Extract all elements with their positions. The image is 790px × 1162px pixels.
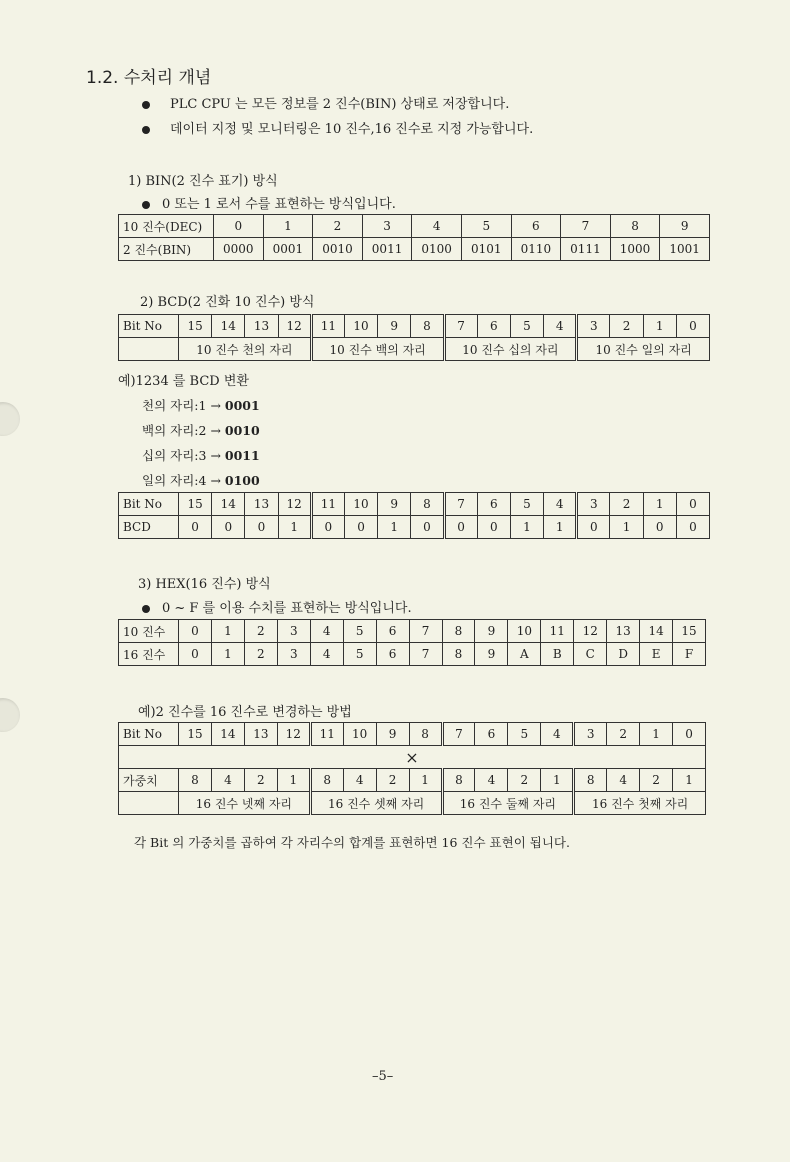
bin-cell: 0000 xyxy=(214,238,264,261)
bullet-text: 데이터 지정 및 모니터링은 10 진수,16 진수로 지정 가능합니다. xyxy=(170,122,534,137)
empty-cell xyxy=(119,792,179,815)
dec-cell: 2 xyxy=(244,620,277,643)
bcd-heading: 2) BCD(2 진화 10 진수) 방식 xyxy=(140,295,315,310)
conversion-label: 백의 자리:2 xyxy=(142,423,207,438)
table-row xyxy=(119,746,706,769)
bcd-bit: 0 xyxy=(344,516,377,539)
bcd-bit-table xyxy=(118,314,710,361)
bin-cell: 0110 xyxy=(511,238,561,261)
bit-cell: 12 xyxy=(278,493,311,516)
bcd-bit: 0 xyxy=(411,516,444,539)
bcd-bit: 0 xyxy=(311,516,344,539)
hex-cell: 8 xyxy=(442,643,475,666)
bit-cell: 8 xyxy=(411,493,444,516)
group-label: 10 진수 천의 자리 xyxy=(179,338,312,361)
weight-cell: 4 xyxy=(211,769,244,792)
bit-cell: 10 xyxy=(344,493,377,516)
bit-cell: 4 xyxy=(541,723,574,746)
bin-bullet xyxy=(142,193,396,212)
bit-cell: 6 xyxy=(477,493,510,516)
weight-footer: 각 Bit 의 가중치를 곱하여 각 자리수의 합계를 표현하면 16 진수 표현이 됩니다. xyxy=(134,835,570,850)
hex-cell: F xyxy=(673,643,706,666)
bcd-bit: 1 xyxy=(610,516,643,539)
bit-cell: 0 xyxy=(673,723,706,746)
table-row xyxy=(119,516,710,539)
bit-cell: 5 xyxy=(510,315,543,338)
row-label: BCD xyxy=(119,516,179,539)
binder-hole xyxy=(0,402,20,436)
bit-cell: 5 xyxy=(510,493,543,516)
conversion-value: 0100 xyxy=(224,473,260,488)
dec-cell: 3 xyxy=(362,215,412,238)
bullet-text: 0 또는 1 로서 수를 표현하는 방식입니다. xyxy=(162,197,396,212)
dec-cell: 5 xyxy=(343,620,376,643)
row-label: 2 진수(BIN) xyxy=(119,238,214,261)
weight-cell: 1 xyxy=(277,769,310,792)
multiply-icon: × xyxy=(119,746,706,769)
empty-cell xyxy=(119,338,179,361)
weight-cell: 4 xyxy=(343,769,376,792)
bit-cell: 14 xyxy=(212,493,245,516)
weight-heading: 예)2 진수를 16 진수로 변경하는 방법 xyxy=(138,705,352,720)
bit-cell: 13 xyxy=(245,315,278,338)
weight-cell: 4 xyxy=(475,769,508,792)
hex-cell: 7 xyxy=(409,643,442,666)
bit-cell: 9 xyxy=(376,723,409,746)
bit-cell: 0 xyxy=(676,493,709,516)
hex-cell: 4 xyxy=(310,643,343,666)
bit-cell: 7 xyxy=(442,723,475,746)
bcd-bit: 1 xyxy=(378,516,411,539)
row-label: Bit No xyxy=(119,493,179,516)
bit-cell: 1 xyxy=(643,493,676,516)
bit-cell: 2 xyxy=(607,723,640,746)
bit-cell: 1 xyxy=(643,315,676,338)
arrow-icon: → xyxy=(210,423,221,438)
bit-cell: 7 xyxy=(444,493,477,516)
conversion-row xyxy=(142,471,260,489)
bit-cell: 13 xyxy=(245,493,278,516)
conversion-label: 일의 자리:4 xyxy=(142,473,207,488)
hex-cell: 6 xyxy=(376,643,409,666)
bit-cell: 15 xyxy=(179,315,212,338)
page-number: –5– xyxy=(372,1069,394,1084)
hex-cell: B xyxy=(541,643,574,666)
weight-cell: 2 xyxy=(376,769,409,792)
bullet-item xyxy=(142,93,509,112)
dec-cell: 7 xyxy=(561,215,611,238)
dec-cell: 4 xyxy=(310,620,343,643)
section-title: 1.2. 수처리 개념 xyxy=(86,68,212,88)
table-row xyxy=(119,315,710,338)
table-row xyxy=(119,723,706,746)
dec-cell: 6 xyxy=(511,215,561,238)
conversion-row xyxy=(142,396,260,414)
bin-cell: 1001 xyxy=(660,238,710,261)
weight-cell: 8 xyxy=(574,769,607,792)
bit-cell: 7 xyxy=(444,315,477,338)
bcd-example-title: 예)1234 를 BCD 변환 xyxy=(118,374,249,389)
hex-cell: 1 xyxy=(211,643,244,666)
bullet-icon xyxy=(142,126,150,134)
bcd-bit: 0 xyxy=(212,516,245,539)
bit-cell: 3 xyxy=(577,493,610,516)
bit-cell: 2 xyxy=(610,315,643,338)
dec-cell: 4 xyxy=(412,215,462,238)
table-row xyxy=(119,643,706,666)
hex-cell: 3 xyxy=(277,643,310,666)
table-row xyxy=(119,493,710,516)
hex-cell: 9 xyxy=(475,643,508,666)
dec-cell: 14 xyxy=(640,620,673,643)
bit-cell: 12 xyxy=(277,723,310,746)
weight-cell: 1 xyxy=(673,769,706,792)
dec-cell: 5 xyxy=(461,215,511,238)
conversion-label: 천의 자리:1 xyxy=(142,398,207,413)
bcd-bit: 0 xyxy=(643,516,676,539)
hex-cell: 5 xyxy=(343,643,376,666)
weight-cell: 8 xyxy=(442,769,475,792)
hex-table xyxy=(118,619,706,666)
bit-cell: 1 xyxy=(640,723,673,746)
hex-cell: C xyxy=(574,643,607,666)
bit-cell: 10 xyxy=(343,723,376,746)
bcd-bit: 1 xyxy=(510,516,543,539)
table-row xyxy=(119,792,706,815)
bit-cell: 15 xyxy=(179,723,212,746)
bit-cell: 3 xyxy=(577,315,610,338)
bit-cell: 3 xyxy=(574,723,607,746)
bin-cell: 0101 xyxy=(461,238,511,261)
dec-cell: 8 xyxy=(442,620,475,643)
bit-cell: 8 xyxy=(409,723,442,746)
table-row xyxy=(119,215,710,238)
bin-cell: 0010 xyxy=(313,238,363,261)
bit-cell: 14 xyxy=(212,315,245,338)
bullet-icon xyxy=(142,605,150,613)
bin-table xyxy=(118,214,710,261)
weight-cell: 2 xyxy=(244,769,277,792)
conversion-row xyxy=(142,446,260,464)
hex-bullet xyxy=(142,597,412,616)
row-label: 16 진수 xyxy=(119,643,179,666)
dec-cell: 1 xyxy=(211,620,244,643)
dec-cell: 13 xyxy=(607,620,640,643)
weight-cell: 2 xyxy=(640,769,673,792)
table-row xyxy=(119,338,710,361)
conversion-row xyxy=(142,421,260,439)
row-label: Bit No xyxy=(119,723,179,746)
bit-cell: 2 xyxy=(610,493,643,516)
conversion-value: 0011 xyxy=(224,448,260,463)
row-label: Bit No xyxy=(119,315,179,338)
bin-cell: 0001 xyxy=(263,238,313,261)
bin-cell: 0111 xyxy=(561,238,611,261)
dec-cell: 9 xyxy=(475,620,508,643)
dec-cell: 0 xyxy=(179,620,212,643)
bit-cell: 12 xyxy=(278,315,311,338)
bit-cell: 4 xyxy=(544,315,577,338)
bit-cell: 6 xyxy=(475,723,508,746)
table-row xyxy=(119,769,706,792)
bit-cell: 10 xyxy=(344,315,377,338)
bit-cell: 14 xyxy=(211,723,244,746)
dec-cell: 0 xyxy=(214,215,264,238)
weight-table xyxy=(118,722,706,815)
weight-cell: 2 xyxy=(508,769,541,792)
weight-cell: 8 xyxy=(179,769,212,792)
hex-cell: 0 xyxy=(179,643,212,666)
dec-cell: 1 xyxy=(263,215,313,238)
dec-cell: 2 xyxy=(313,215,363,238)
group-label: 10 진수 백의 자리 xyxy=(311,338,444,361)
bullet-text: 0 ~ F 를 이용 수치를 표현하는 방식입니다. xyxy=(162,601,412,616)
bin-cell: 0011 xyxy=(362,238,412,261)
bit-cell: 0 xyxy=(676,315,709,338)
dec-cell: 9 xyxy=(660,215,710,238)
bcd-value-table xyxy=(118,492,710,539)
bcd-bit: 1 xyxy=(544,516,577,539)
dec-cell: 3 xyxy=(277,620,310,643)
arrow-icon: → xyxy=(210,473,221,488)
dec-cell: 15 xyxy=(673,620,706,643)
table-row xyxy=(119,620,706,643)
dec-cell: 12 xyxy=(574,620,607,643)
bit-cell: 11 xyxy=(310,723,343,746)
bcd-bit: 0 xyxy=(245,516,278,539)
table-row xyxy=(119,238,710,261)
row-label: 10 진수 xyxy=(119,620,179,643)
bit-cell: 11 xyxy=(311,493,344,516)
bin-heading: 1) BIN(2 진수 표기) 방식 xyxy=(128,174,278,189)
hex-cell: D xyxy=(607,643,640,666)
group-label: 16 진수 넷째 자리 xyxy=(179,792,311,815)
bit-cell: 11 xyxy=(311,315,344,338)
conversion-value: 0010 xyxy=(224,423,260,438)
group-label: 10 진수 일의 자리 xyxy=(577,338,710,361)
dec-cell: 8 xyxy=(610,215,660,238)
row-label: 가중치 xyxy=(119,769,179,792)
hex-heading: 3) HEX(16 진수) 방식 xyxy=(138,577,271,592)
bullet-icon xyxy=(142,201,150,209)
row-label: 10 진수(DEC) xyxy=(119,215,214,238)
bin-cell: 1000 xyxy=(610,238,660,261)
arrow-icon: → xyxy=(210,448,221,463)
weight-cell: 1 xyxy=(541,769,574,792)
bit-cell: 9 xyxy=(378,493,411,516)
weight-cell: 4 xyxy=(607,769,640,792)
bullet-text: PLC CPU 는 모든 정보를 2 진수(BIN) 상태로 저장합니다. xyxy=(170,97,510,112)
dec-cell: 10 xyxy=(508,620,541,643)
hex-cell: 2 xyxy=(244,643,277,666)
bcd-bit: 1 xyxy=(278,516,311,539)
arrow-icon: → xyxy=(210,398,221,413)
hex-cell: E xyxy=(640,643,673,666)
bin-cell: 0100 xyxy=(412,238,462,261)
weight-cell: 8 xyxy=(310,769,343,792)
weight-cell: 1 xyxy=(409,769,442,792)
dec-cell: 11 xyxy=(541,620,574,643)
conversion-value: 0001 xyxy=(224,398,260,413)
dec-cell: 7 xyxy=(409,620,442,643)
bit-cell: 13 xyxy=(244,723,277,746)
hex-cell: A xyxy=(508,643,541,666)
binder-hole xyxy=(0,698,20,732)
bullet-icon xyxy=(142,101,150,109)
dec-cell: 6 xyxy=(376,620,409,643)
group-label: 16 진수 둘째 자리 xyxy=(442,792,574,815)
bcd-bit: 0 xyxy=(477,516,510,539)
bit-cell: 8 xyxy=(411,315,444,338)
group-label: 16 진수 첫째 자리 xyxy=(574,792,706,815)
bit-cell: 15 xyxy=(179,493,212,516)
group-label: 16 진수 셋째 자리 xyxy=(310,792,442,815)
bcd-bit: 0 xyxy=(676,516,709,539)
bcd-bit: 0 xyxy=(577,516,610,539)
bit-cell: 4 xyxy=(544,493,577,516)
bcd-bit: 0 xyxy=(179,516,212,539)
bullet-item xyxy=(142,118,533,137)
conversion-label: 십의 자리:3 xyxy=(142,448,207,463)
group-label: 10 진수 십의 자리 xyxy=(444,338,577,361)
bit-cell: 5 xyxy=(508,723,541,746)
bit-cell: 9 xyxy=(378,315,411,338)
bcd-bit: 0 xyxy=(444,516,477,539)
bit-cell: 6 xyxy=(477,315,510,338)
